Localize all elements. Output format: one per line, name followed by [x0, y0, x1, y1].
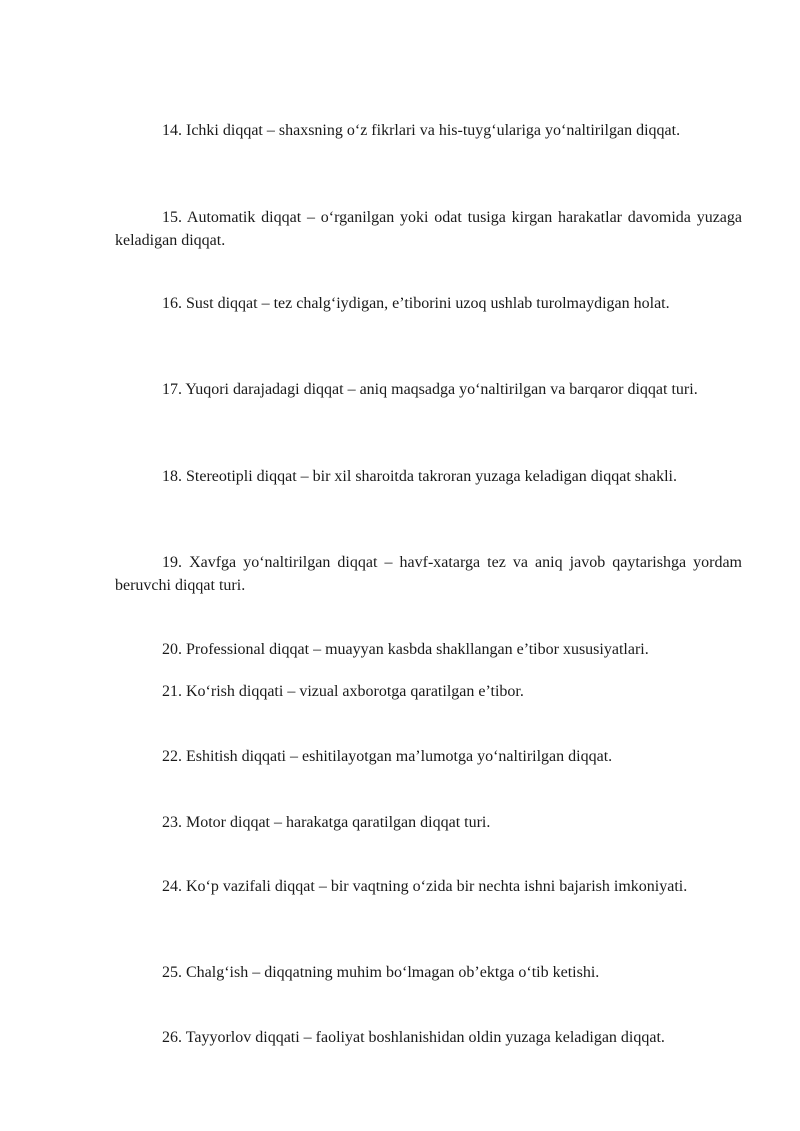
list-item-23: 23. Motor diqqat – harakatga qaratilgan diqqat turi. — [162, 814, 491, 831]
list-item-25: 25. Chalg‘ish – diqqatning muhim bo‘lmagan ob’ektga o‘tib ketishi. — [162, 964, 600, 981]
list-item-19: 19. Xavfga yo‘naltirilgan diqqat – havf-xatarga tez va aniq javob qaytarishga yordam beruvchi diqqat turi. — [115, 554, 742, 594]
list-item-16: 16. Sust diqqat – tez chalg‘iydigan, e’tiborini uzoq ushlab turolmaydigan holat. — [162, 295, 670, 312]
list-item-15: 15. Automatik diqqat – o‘rganilgan yoki odat tusiga kirgan harakatlar davomida yuzaga keladigan diqqat. — [115, 209, 742, 249]
list-item-17: 17. Yuqori darajadagi diqqat – aniq maqsadga yo‘naltirilgan va barqaror diqqat turi. — [162, 381, 698, 398]
list-item-20: 20. Professional diqqat – muayyan kasbda shakllangan e’tibor xususiyatlari. — [162, 641, 649, 658]
list-item-24: 24. Ko‘p vazifali diqqat – bir vaqtning o‘zida bir nechta ishni bajarish imkoniyati. — [162, 878, 688, 895]
list-item-26: 26. Tayyorlov diqqati – faoliyat boshlanishidan oldin yuzaga keladigan diqqat. — [162, 1029, 665, 1046]
list-item-14: 14. Ichki diqqat – shaxsning o‘z fikrlari va his-tuyg‘ulariga yo‘naltirilgan diqqat. — [162, 122, 681, 139]
list-item-21: 21. Ko‘rish diqqati – vizual axborotga qaratilgan e’tibor. — [162, 683, 524, 700]
list-item-18: 18. Stereotipli diqqat – bir xil sharoitda takroran yuzaga keladigan diqqat shakli. — [162, 468, 677, 485]
list-item-22: 22. Eshitish diqqati – eshitilayotgan ma’lumotga yo‘naltirilgan diqqat. — [162, 748, 613, 765]
